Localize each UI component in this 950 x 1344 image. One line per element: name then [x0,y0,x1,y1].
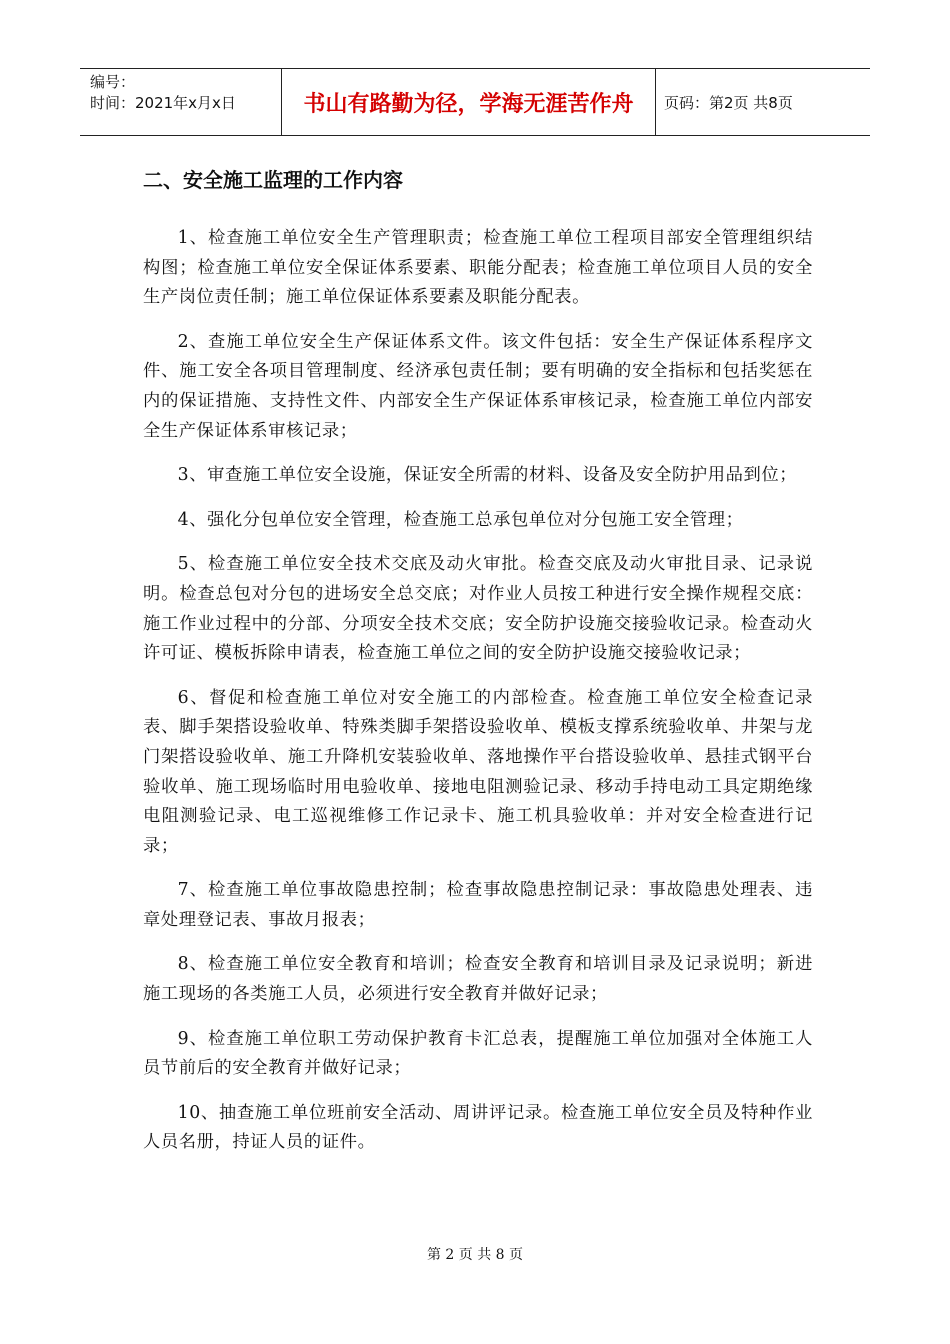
page-footer: 第 2 页 共 8 页 [426,1247,524,1263]
paragraph: 1、检查施工单位安全生产管理职责；检查施工单位工程项目部安全管理组织结构图；检查施工单位安全保证体系要素、职能分配表；检查施工单位项目人员的安全生产岗位责任制；施工单位保证体系要素及职能分配表。 [143,228,813,308]
header-page-info: 页码：第2页 共8页 [664,93,793,112]
paragraph: 3、审查施工单位安全设施，保证安全所需的材料、设备及安全防护用品到位； [177,465,798,486]
paragraph: 10、抽查施工单位班前安全活动、周讲评记录。检查施工单位安全员及特种作业人员名册，持证人员的证件。 [143,1102,813,1153]
header-motto: 书山有路勤为径，学海无涯苦作舟 [282,69,656,135]
header-meta-cell [80,69,282,135]
paragraph: 5、检查施工单位安全技术交底及动火审批。检查交底及动火审批目录、记录说明。检查总包对分包的进场安全总交底；对作业人员按工种进行安全操作规程交底：施工作业过程中的分部、分项安全技术交底；安全防护设施交接验收记录。检查动火许可证、模板拆除申请表，检查施工单位之间的安全防护设施交接验收记录； [143,554,813,664]
paragraph: 8、检查施工单位安全教育和培训；检查安全教育和培训目录及记录说明；新进施工现场的各类施工人员，必须进行安全教育并做好记录； [143,954,813,1005]
date-label: 时间：2021年x月x日 [90,94,236,112]
paragraph: 6、督促和检查施工单位对安全施工的内部检查。检查施工单位安全检查记录表、脚手架搭设验收单、特殊类脚手架搭设验收单、模板支撑系统验收单、井架与龙门架搭设验收单、施工升降机安装验收单、落地操作平台搭设验收单、悬挂式钢平台验收单、施工现场临时用电验收单、接地电阻测验记录、移动手持电动工具定期绝缘电阻测验记录、电工巡视维修工作记录卡、施工机具验收单：并对安全检查进行记录； [143,687,813,856]
paragraph: 7、检查施工单位事故隐患控制；检查事故隐患控制记录：事故隐患处理表、违章处理登记表、事故月报表； [143,880,813,930]
paragraph: 4、强化分包单位安全管理，检查施工总承包单位对分包施工安全管理； [177,509,744,530]
section-title: 二、安全施工监理的工作内容 [143,168,403,192]
paragraph: 9、检查施工单位职工劳动保护教育卡汇总表，提醒施工单位加强对全体施工人员节前后的安全教育并做好记录； [143,1028,813,1079]
number-label: 编号： [90,73,136,91]
paragraph: 2、查施工单位安全生产保证体系文件。该文件包括：安全生产保证体系程序文件、施工安全各项目管理制度、经济承包责任制；要有明确的安全指标和包括奖惩在内的保证措施、支持性文件、内部安全生产保证体系审核记录，检查施工单位内部安全生产保证体系审核记录； [143,331,813,441]
document-header [80,68,870,136]
main-content [143,166,813,1173]
